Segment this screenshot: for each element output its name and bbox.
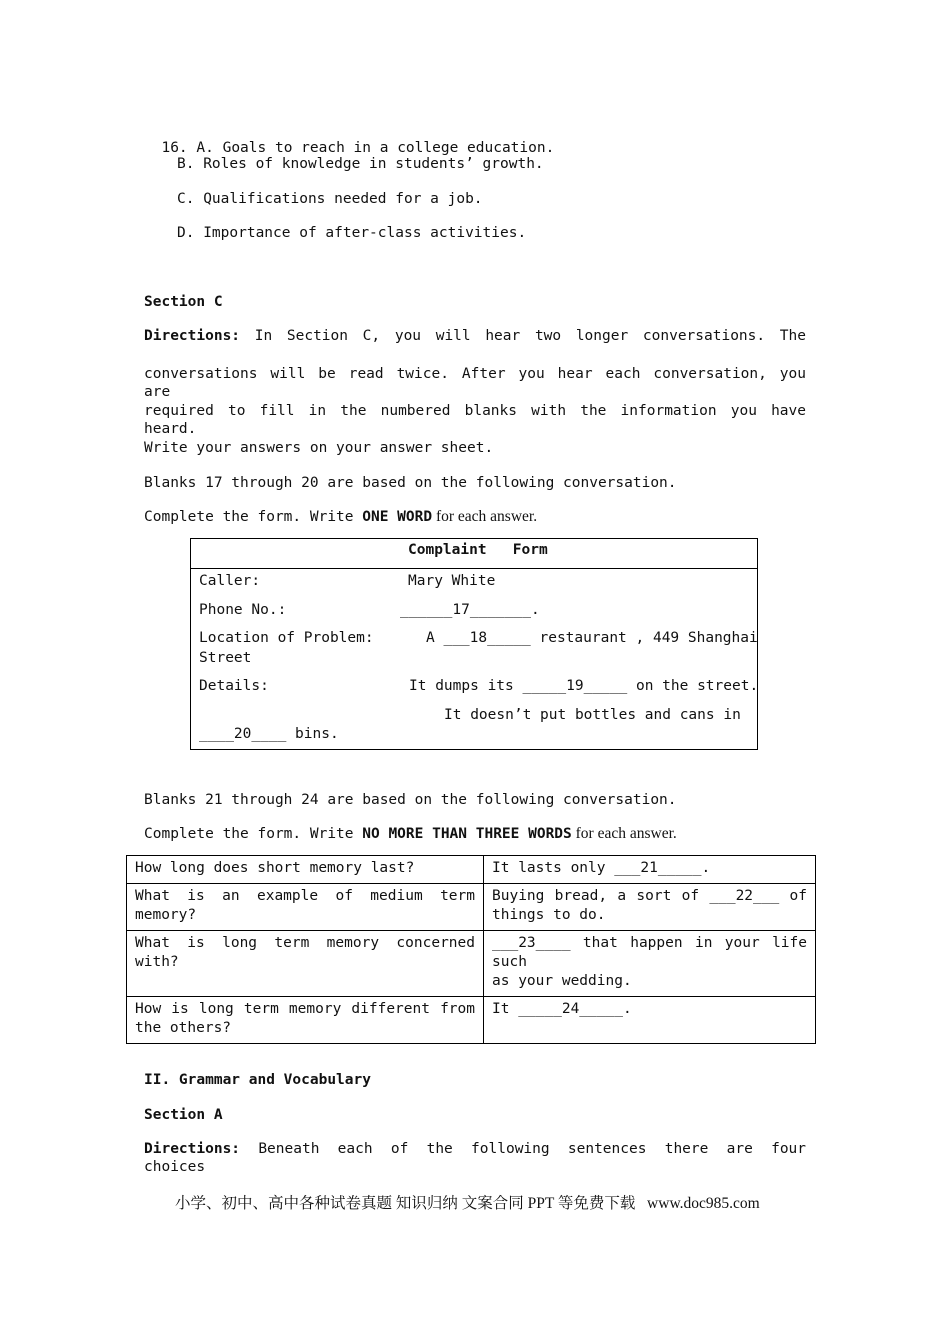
- question-16: [144, 121, 554, 157]
- question-cell: [127, 997, 484, 1044]
- memory-table: [126, 855, 816, 1044]
- complaint-form-header: [191, 539, 757, 569]
- question-text: What is long term memory concerned: [135, 935, 475, 951]
- answer-cell: [484, 931, 816, 997]
- question-text: How is long term memory different from: [135, 1001, 475, 1017]
- conv2-instr-emphasis: NO MORE THAN THREE WORDS: [362, 826, 572, 842]
- conv1-instr-emphasis: ONE WORD: [362, 509, 433, 525]
- caller-label: Caller:: [199, 573, 261, 589]
- conv1-instr-suffix: for each answer.: [432, 508, 538, 525]
- directions-line-4: Write your answers on your answer sheet.: [144, 440, 494, 456]
- details-value-3: ____20____ bins.: [199, 726, 339, 742]
- answer-text: ___23____ that happen in your life such: [492, 935, 807, 970]
- directions-text-1: In Section C, you will hear two longer conversations. The: [254, 328, 806, 344]
- question-text-cont: the others?: [135, 1020, 232, 1036]
- answer-text-cont: things to do.: [492, 907, 606, 923]
- answer-cell: [484, 856, 816, 884]
- conv2-intro: Blanks 21 through 24 are based on the following conversation.: [144, 792, 677, 808]
- option-d: D. Importance of after-class activities.: [177, 225, 527, 241]
- table-row: [127, 931, 816, 997]
- phone-label: Phone No.:: [199, 602, 287, 618]
- table-row: [127, 884, 816, 931]
- question-text-cont: memory?: [135, 907, 197, 923]
- conv2-instr-suffix: for each answer.: [571, 825, 677, 842]
- question-number: 16.: [161, 140, 188, 156]
- complaint-form-title: Complaint Form: [408, 542, 548, 558]
- conv1-instr-prefix: Complete the form. Write: [144, 509, 363, 525]
- phone-value: ______17_______.: [400, 602, 540, 618]
- location-value: A ___18_____ restaurant , 449 Shanghai: [426, 630, 758, 646]
- table-row: [127, 997, 816, 1044]
- page-footer: 小学、初中、高中各种试卷真题 知识归纳 文案合同 PPT 等免费下载 www.doc985.com: [175, 1195, 760, 1212]
- details-value-2: It doesn’t put bottles and cans in: [444, 707, 741, 723]
- section-c-heading: Section C: [144, 294, 223, 310]
- question-text-cont: with?: [135, 954, 179, 970]
- location-label: Location of Problem:: [199, 630, 374, 646]
- answer-text-cont: as your wedding.: [492, 973, 632, 989]
- conv1-intro: Blanks 17 through 20 are based on the following conversation.: [144, 475, 677, 491]
- location-continuation: Street: [199, 650, 252, 666]
- part2-directions: [144, 1140, 806, 1176]
- caller-value: Mary White: [408, 573, 496, 589]
- part2-heading: II. Grammar and Vocabulary: [144, 1072, 371, 1088]
- answer-cell: [484, 884, 816, 931]
- conv2-instr-prefix: Complete the form. Write: [144, 826, 363, 842]
- question-text: How long does short memory last?: [135, 860, 415, 876]
- option-b: B. Roles of knowledge in students’ growth.: [177, 156, 544, 172]
- option-a: A. Goals to reach in a college education.: [196, 140, 555, 156]
- part2-directions-text: Beneath each of the following sentences there are four choices: [144, 1141, 807, 1175]
- answer-text: Buying bread, a sort of ___22___ of: [492, 888, 807, 904]
- question-cell: [127, 856, 484, 884]
- directions-line-2: conversations will be read twice. After you hear each conversation, you are: [144, 366, 806, 400]
- directions-line-3: required to fill in the numbered blanks with the information you have heard.: [144, 403, 806, 437]
- question-cell: [127, 931, 484, 997]
- part2-section-a: Section A: [144, 1107, 223, 1123]
- option-c: C. Qualifications needed for a job.: [177, 191, 483, 207]
- question-text: What is an example of medium term: [135, 888, 475, 904]
- answer-text: It lasts only ___21_____.: [492, 860, 711, 876]
- directions-label: Directions:: [144, 328, 241, 344]
- details-label: Details:: [199, 678, 269, 694]
- complaint-form: [190, 538, 758, 750]
- answer-cell: [484, 997, 816, 1044]
- directions-line-1: [144, 327, 806, 345]
- conv1-instruction: [144, 508, 537, 526]
- answer-text: It _____24_____.: [492, 1001, 632, 1017]
- conv2-instruction: [144, 825, 677, 843]
- details-value-1: It dumps its _____19_____ on the street.: [409, 678, 759, 694]
- table-row: [127, 856, 816, 884]
- part2-directions-label: Directions:: [144, 1141, 241, 1157]
- question-cell: [127, 884, 484, 931]
